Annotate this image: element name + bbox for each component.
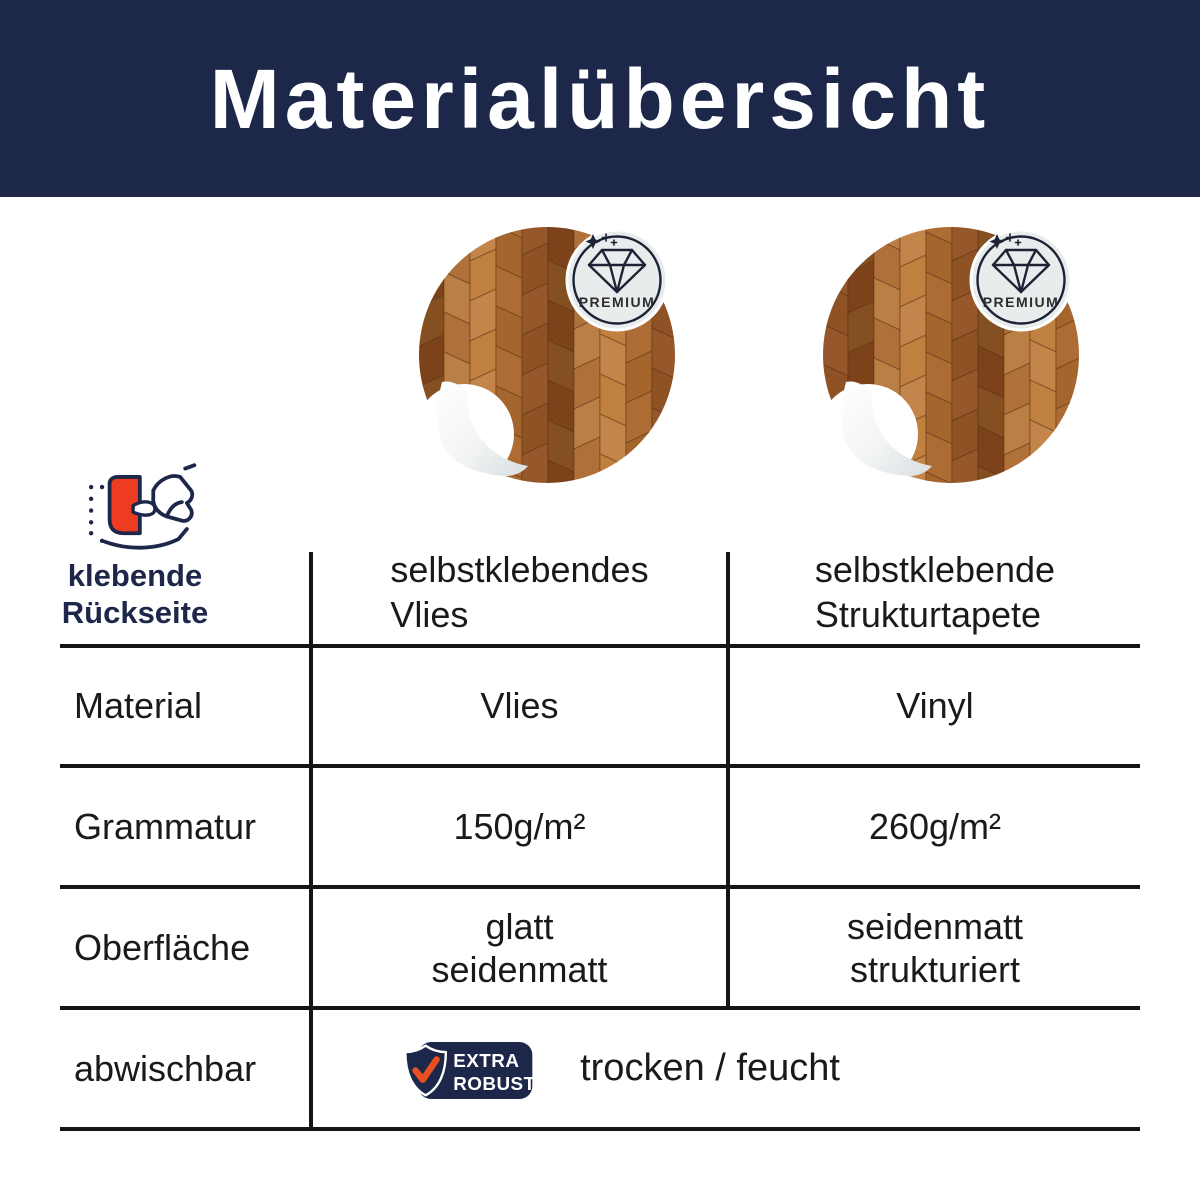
cell-abwischbar-value: trocken / feucht: [580, 1047, 840, 1089]
backing-label-line2: Rückseite: [61, 595, 209, 630]
badge-circle: [567, 230, 667, 330]
oberflaeche-col2-line1: glatt: [485, 905, 554, 947]
header-cell-struktur: [730, 540, 1140, 644]
header-vlies-line1: selbstklebendes: [390, 549, 649, 590]
header-struktur-line1: selbstklebende: [814, 549, 1056, 590]
cell-oberflaeche-col3: [730, 889, 1140, 1006]
row-label-material: Material: [74, 685, 203, 726]
premium-badge: [969, 228, 1073, 332]
cell-material-col3: Vinyl: [896, 685, 974, 726]
oberflaeche-col3-line1: seidenmatt: [846, 905, 1024, 947]
product-swatch-2: [822, 226, 1080, 484]
premium-label: PREMIUM: [578, 294, 656, 310]
title-banner: [0, 0, 1200, 197]
cell-grammatur-col3: 260g/m²: [868, 805, 1002, 847]
robust-label-line1: EXTRA: [453, 1049, 520, 1071]
cell-grammatur-col2: 150g/m²: [453, 805, 586, 847]
dashed-outline: [89, 485, 104, 543]
header-vlies-line2: Vlies: [390, 594, 469, 635]
header-cell-vlies: [313, 540, 726, 644]
oberflaeche-col3-line2: strukturiert: [849, 948, 1021, 990]
robust-label-line2: ROBUST: [453, 1072, 536, 1094]
premium-badge: [565, 228, 669, 332]
premium-label: PREMIUM: [982, 294, 1060, 310]
badge-circle: [971, 230, 1071, 330]
page-title: Materialübersicht: [209, 51, 991, 146]
row-label-oberflaeche: Oberfläche: [74, 926, 251, 968]
oberflaeche-col2-line2: seidenmatt: [431, 948, 608, 990]
cell-material-col2: Vlies: [480, 685, 559, 726]
adhesive-backing-icon: [76, 455, 202, 556]
cell-oberflaeche-col2: [313, 889, 726, 1006]
table-divider-h5: [60, 1127, 1140, 1131]
row-label-abwischbar: abwischbar: [74, 1047, 257, 1089]
backing-label-line1: klebende: [67, 558, 203, 593]
row-label-grammatur: Grammatur: [74, 805, 257, 847]
product-swatch-1: [418, 226, 676, 484]
header-struktur-line2: Strukturtapete: [814, 594, 1042, 635]
extra-robust-badge: [398, 1039, 536, 1102]
peel-notch: [133, 502, 155, 515]
motion-dash: [185, 465, 194, 468]
hand-icon: [153, 476, 192, 521]
backing-label: [35, 557, 235, 631]
